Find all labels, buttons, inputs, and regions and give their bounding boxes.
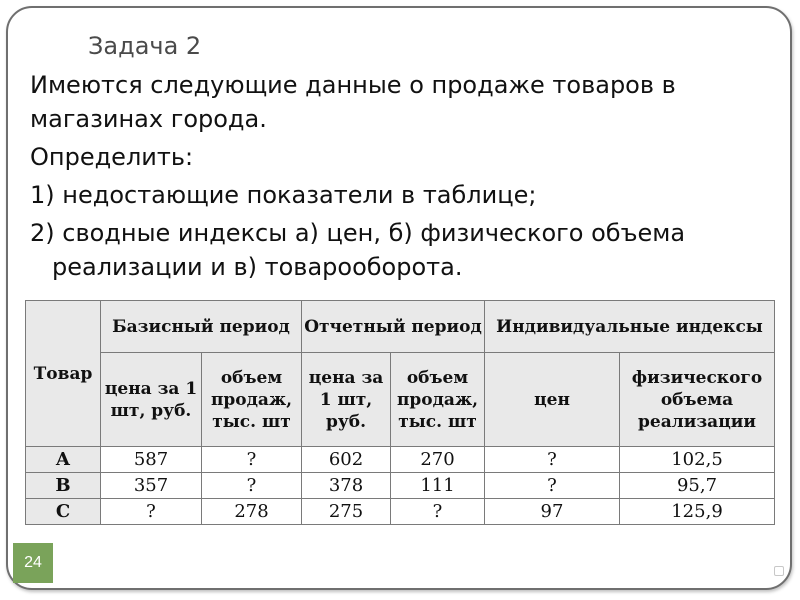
page-number-badge: 24 [13,543,53,583]
cell-base-volume: ? [202,447,302,473]
header-base-price: цена за 1 шт, руб. [101,353,202,447]
cell-base-price: ? [101,499,202,525]
cell-report-volume: ? [391,499,485,525]
cell-base-price: 357 [101,473,202,499]
cell-report-volume: 111 [391,473,485,499]
intro-paragraph: Имеются следующие данные о продаже товаров в магазинах города. [30,71,676,133]
cell-report-price: 378 [302,473,391,499]
header-report-volume: объем продаж, тыс. шт [391,353,485,447]
cell-report-price: 602 [302,447,391,473]
row-product: С [26,499,101,525]
row-product: А [26,447,101,473]
sales-table [25,300,775,525]
cell-report-volume: 270 [391,447,485,473]
table-row [26,447,775,473]
task-title: Задача 2 [88,32,202,60]
cell-base-volume: 278 [202,499,302,525]
header-report-period: Отчетный период [302,301,485,353]
header-base-volume: объем продаж, тыс. шт [202,353,302,447]
header-volume-index: физического объема реализации [620,353,775,447]
determine-label: Определить: [30,143,194,171]
cell-price-index: 97 [485,499,620,525]
task-item-2-line1: 2) сводные индексы а) цен, б) физического объема [30,219,686,247]
cell-price-index: ? [485,447,620,473]
header-report-price: цена за 1 шт, руб. [302,353,391,447]
cell-price-index: ? [485,473,620,499]
cell-volume-index: 102,5 [620,447,775,473]
task-description [30,68,770,288]
task-item-2-line2: реализации и в) товарооборота. [52,253,463,281]
task-item-1: 1) недостающие показатели в таблице; [30,181,537,209]
task-item-2 [30,216,770,284]
corner-mark [774,566,784,576]
header-base-period: Базисный период [101,301,302,353]
header-individual-indices: Индивидуальные индексы [485,301,775,353]
row-product: В [26,473,101,499]
header-price-index: цен [485,353,620,447]
cell-volume-index: 125,9 [620,499,775,525]
table-row [26,473,775,499]
cell-base-price: 587 [101,447,202,473]
cell-base-volume: ? [202,473,302,499]
cell-volume-index: 95,7 [620,473,775,499]
cell-report-price: 275 [302,499,391,525]
header-product: Товар [26,301,101,447]
table-row [26,499,775,525]
